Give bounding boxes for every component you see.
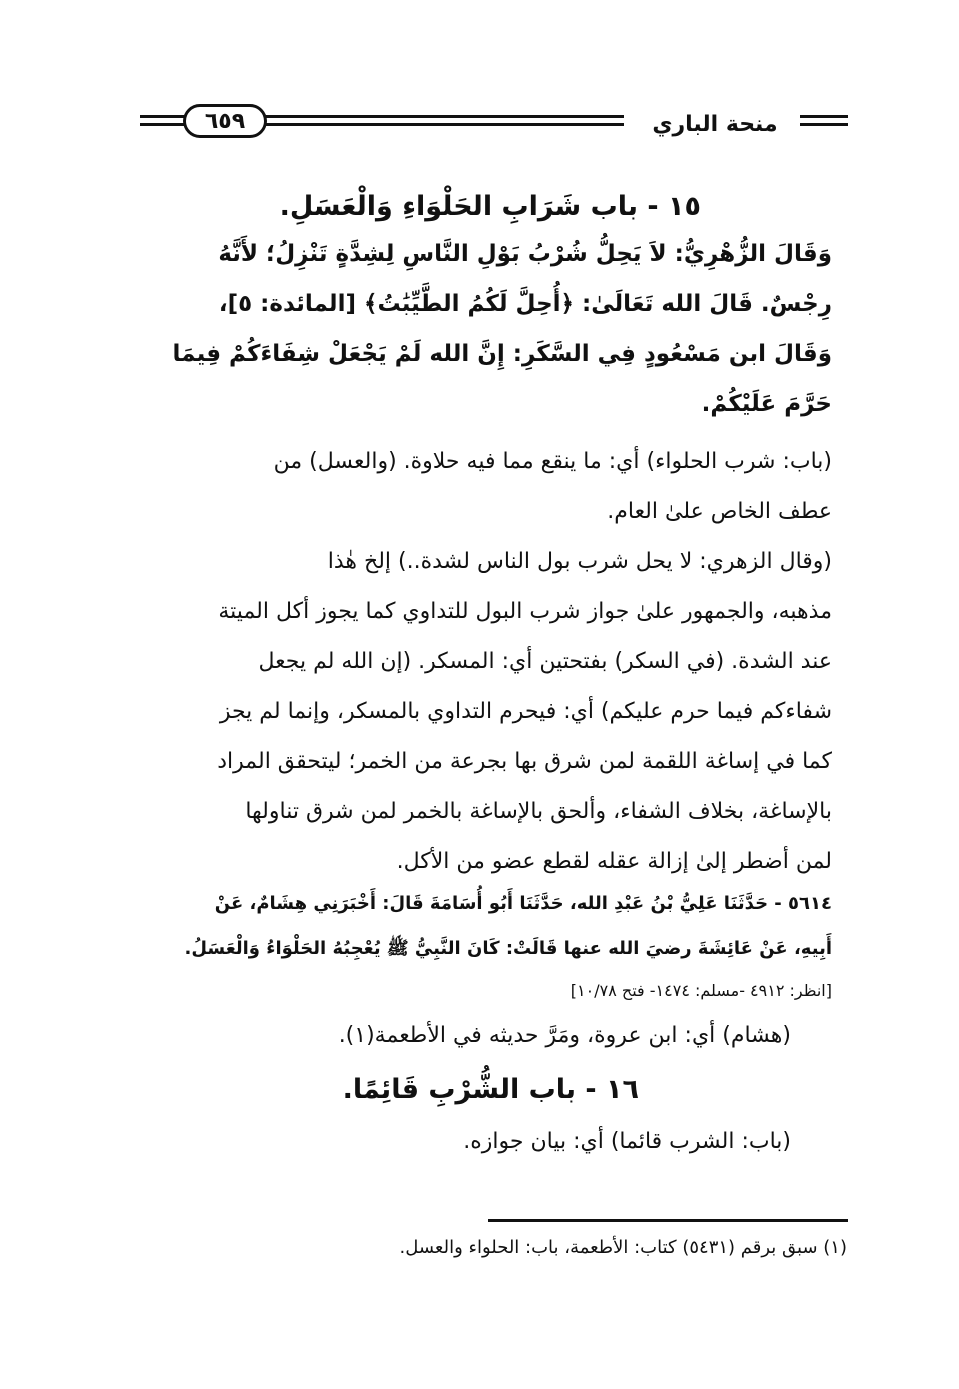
hadith-line: أَبِيهِ، عَنْ عَائِشَةَ رضيَ الله عنها قَالَتْ: كَانَ النَّبِيُّ ﷺ يُعْجِبُهُ الحَلْوَاءُ وَالْعَسَلُ. <box>184 938 832 959</box>
header-rule <box>262 115 624 118</box>
header-rule <box>262 123 624 126</box>
section-text-line: وَقَالَ الزُّهْرِيُّ: لاَ يَحِلُّ شُرْبُ بَوْلِ النَّاسِ لِشِدَّةٍ تَنْزِلُ؛ لأَنَّهُ <box>218 241 832 267</box>
section-text-line: وَقَالَ ابن مَسْعُودٍ فِي السَّكَرِ: إِنَّ الله لَمْ يَجْعَلْ شِفَاءَكُمْ فِيمَا <box>172 341 832 367</box>
section-text-line: حَرَّمَ عَلَيْكُمْ. <box>701 391 832 417</box>
commentary-line: عطف الخاص علىٰ العام. <box>607 499 832 524</box>
hadith-line: ٥٦١٤ - حَدَّثَنَا عَلِيُّ بْنُ عَبْدِ الله، حَدَّثَنَا أَبُو أُسَامَةَ قَالَ: أَخْبَرَنِي هِشَامٌ، عَنْ <box>214 893 832 914</box>
commentary-line: (وقال الزهري: لا يحل شرب بول الناس لشدة..) إلخ هٰذا <box>327 549 832 574</box>
header-rule <box>800 115 848 118</box>
section-heading: ١٥ - باب شَرَابِ الحَلْوَاءِ وَالْعَسَلِ. <box>279 191 701 222</box>
book-title: منحة الباري <box>652 112 778 137</box>
commentary-line: بالإساغة، بخلاف الشفاء، وألحق بالإساغة بالخمر لمن شرق تناولها <box>245 799 832 824</box>
commentary-line: شفاءكم فيما حرم عليكم) أي: فيحرم التداوي بالمسكر، وإنما لم يجز <box>219 699 832 724</box>
commentary-line: لمن أضطر إلىٰ إزالة عقله لقطع عضو من الأكل. <box>396 849 832 874</box>
commentary-line: عند الشدة. (في السكر) بفتحتين أي: المسكر. (إن الله لم يجعل <box>258 649 832 674</box>
commentary-line: (باب: شرب الحلواء) أي: ما ينقع مما فيه حلاوة. (والعسل) من <box>273 449 832 474</box>
commentary-line: مذهبه، والجمهور علىٰ جواز شرب البول للتداوي كما يجوز أكل الميتة <box>218 599 832 624</box>
header-rule <box>800 123 848 126</box>
commentary-line: (باب: الشرب قائما) أي: بيان جوازه. <box>463 1129 791 1154</box>
commentary-line: كما في إساغة اللقمة لمن شرق بها بجرعة من الخمر؛ ليتحقق المراد <box>217 749 832 774</box>
page-number: ٦٥٩ <box>183 104 267 138</box>
commentary-line: (هشام) أي: ابن عروة، ومَرَّ حديثه في الأطعمة(١). <box>338 1023 791 1048</box>
section-heading: ١٦ - باب الشُّرْبِ قَائِمًا. <box>342 1074 639 1105</box>
section-text-line: رِجْسٌ. قَالَ الله تَعَالَىٰ: ﴿أُحِلَّ لَكُمُ الطَّيِّبَٰتُ﴾ [المائدة: ٥]، <box>218 291 832 317</box>
footnote: (١) سبق برقم (٥٤٣١) كتاب: الأطعمة، باب: الحلواء والعسل. <box>399 1237 847 1258</box>
hadith-reference: [انظر: ٤٩١٢ -مسلم: ١٤٧٤- فتح ١٠/٧٨] <box>570 981 832 1000</box>
footnote-rule <box>488 1219 848 1222</box>
